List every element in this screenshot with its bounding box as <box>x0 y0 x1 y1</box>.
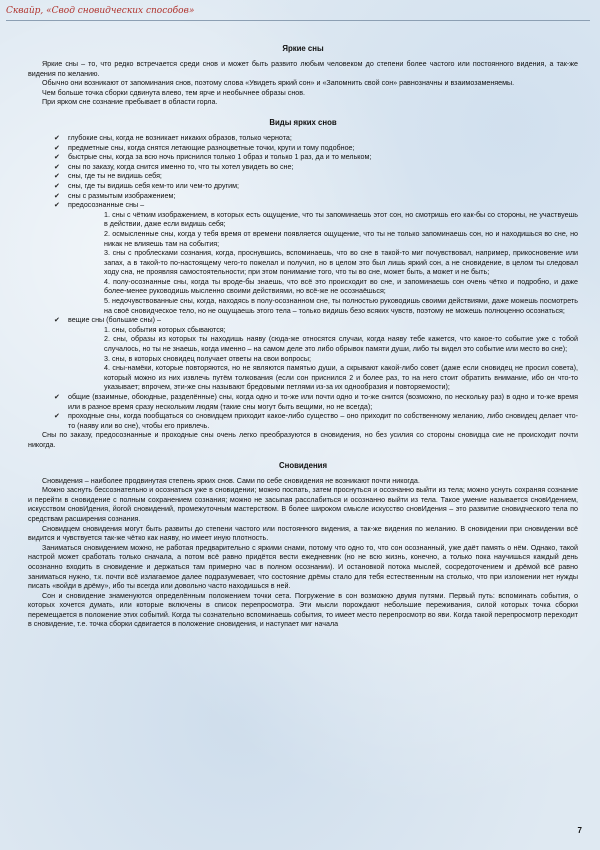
paragraph: Сновидцем сновидения могут быть развиты до степени частого или постоянного видения, а так-же видения по желанию. В сновидении при сновидении всё видится и чувствуется так-же чётко как наяву, но имеет иную плотность. <box>28 524 578 543</box>
list-item: ✔ общие (взаимные, обоюдные, разделённые) сны, когда одно и то-же или почти одно и то-же снится (возможно, по нескольку раз) в одно и то-же время или в разное время сразу нескольким людям (такие сны могут быть вещими, но не всегда); <box>54 393 578 411</box>
running-header: Сквайр, «Свод сновидческих способов» <box>6 6 195 16</box>
list-item: ✔ сны по заказу, когда снится именно то, что ты хотел увидеть во сне; <box>54 162 294 171</box>
section-title-bright-dreams: Яркие сны <box>282 44 324 53</box>
list-item: ✔ сны, где ты видишь себя кем-то или чем-то другим; <box>54 181 239 190</box>
content <box>28 44 578 630</box>
pre-lucid-sublist <box>68 211 578 317</box>
check-icon: ✔ <box>54 202 60 210</box>
list-item: ✔ сны, где ты не видишь себя; <box>54 172 162 181</box>
header-divider <box>6 20 590 21</box>
check-icon: ✔ <box>54 134 60 142</box>
paragraph: Заниматься сновидением можно, не работая предварительно с яркими снами, потому что одно то, что сон осознанный, уже даёт память о нём. Однако, такой настрой может сработать только сначала, а потом всё равно придётся вести ежедневник (но не всю жизнь, конечно, а только пока научишься каждый день осознанно входить в сновидение и держаться там примерно час в полном осознании). И остановкой потока мыслей, сосредоточением и дрёмой всё равно заниматься нужно, т.к. почти всё излагаемое далее подразумевает, что состояние дрёмы стало для тебя естественным на столько, что при изложении нет нужды писать «войди в дрёму», ибо ты всегда или довольно часто находишься в ней. <box>28 543 578 591</box>
check-icon: ✔ <box>54 317 60 325</box>
paragraph: Чем больше точка сборки сдвинута влево, тем ярче и необычнее образы снов. <box>42 88 306 97</box>
sublist-item: 3. сны с проблесками сознания, когда, проснувшись, вспоминаешь, что во сне в такой-то миг почувствовал, например, прикосновение или запах, а в такой-то по-настоящему чего-то пожелал и получил, но в целом это был лишь яркий сон, а не сновидение, в целом ты следовал ходу сна, не проявляя самостоятельности; при этом понимание того, что ты во сне, может быть, а может и не быть; <box>104 249 578 277</box>
paragraph: Обычно они возникают от запоминания снов, поэтому слова «Увидеть яркий сон» и «Запомнить свой сон» равнозначны и взаимозаменяемы. <box>42 79 515 88</box>
kinds-list <box>28 134 578 431</box>
sublist-item: 2. осмысленные сны, когда у тебя время от времени появляется ощущение, что ты не только запоминаешь сон, но и находишься во сне, но никак не влияешь там на события; <box>104 229 578 248</box>
check-icon: ✔ <box>54 394 60 401</box>
sublist-item: 5. недочувствованные сны, когда, находясь в полу-осознанном сне, ты полностью руководишь своими действиями, даже можешь посмотреть на своё сновидческое тело, но не ощущаешь этого тела – только видишь безо всяких чувств, поэтому не можешь полноценно осознаться; <box>104 297 578 315</box>
check-icon: ✔ <box>54 182 60 190</box>
list-item: ✔ предметные сны, когда снятся летающие разноцветные точки, круги и тому подобное; <box>54 143 355 152</box>
paragraph: Можно заснуть бессознательно и осознаться уже в сновидении; можно поспать, затем проснуться и осознанно выйти из тела; можно уснуть сохраняя сознание и перейти в сновидение с полным сохранением сознания; можно не засыпая расслабиться и осознанно выйти из тела. Такое умение называется сновИдением, искусством сновИдения, йогой сновидений, промежуточным мастерством. В более широком смысле искусство сновИдения – это развитие сновидческого тела по средствам расширения сознания. <box>28 486 578 523</box>
sublist-item: 1. сны, события которых сбываются; <box>104 325 226 334</box>
sublist-item: 1. сны с чётким изображением, в которых есть ощущение, что ты запоминаешь этот сон, но смотришь его как-бы со стороны, не участвуешь в действии, даже если видишь себя; <box>104 210 578 229</box>
check-icon: ✔ <box>54 154 60 162</box>
list-item: ✔ предосознанные сны – 1. сны с чётким изображением, в которых есть ощущение, что ты запоминаешь этот сон, но смотришь его как-бы со стороны, не участвуешь в действии, даже если видишь себя; 2. осмысленные сны, когда у тебя время от времени появляется ощущение, что ты не только запоминаешь сон, но и находишься во сне, но никак не влияешь там на события; 3. сны с проблесками сознания, когда, проснувшись, вспоминаешь, что во сне в такой-то миг почувствовал, например, прикосновение или запах, а в такой-то по-настоящему чего-то пожелал и получил, но в целом это был лишь яркий сон, а не сновидение, в целом ты следовал ходу сна, не проявляя самостоятельности; при этом понимание того, что ты во сне, может быть, а может и не быть; 4. полу-осознанные сны, когда ты вроде-бы знаешь, что всё это происходит во сне, и запоминаешь сон очень чётко и подробно, и даже более-менее руководишь мысленно своими действиями, но всё-же не осознаёшься; 5. недочувствованные сны, когда, находясь в полу-осознанном сне, ты полностью руководишь своими действиями, даже можешь посмотреть на своё сновидческое тело, но не ощущаешь этого тела – только видишь безо всяких чувств, поэтому не можешь полноценно осознаться; <box>54 201 578 315</box>
check-icon: ✔ <box>54 173 60 181</box>
check-icon: ✔ <box>54 192 60 200</box>
paragraph: Яркие сны – то, что редко встречается среди снов и может быть развито любым человеком до степени более частого или постоянного видения, а так-же видения по желанию. <box>28 60 578 78</box>
list-item: ✔ вещие сны (большие сны) – 1. сны, события которых сбываются; 2. сны, образы из которых ты находишь наяву (сюда-же относятся случаи, когда наяву тебе кажется, что какое-то событие уже с тобой случалось, но ты не знаешь, когда именно – на самом деле это либо обрывок памяти души, либо ты видел это событие или место во сне); 3. сны, в которых сновидец получает ответы на свои вопросы; 4. сны-намёки, которые повторяются, но не являются памятью души, а скрывают какой-либо совет (даже если сновидец не просил совета), который можно из них извлечь путём толкования (если сон приснился 2 и более раз, то на него стоит обратить внимание, ибо он что-то указывает; впрочем, эти-же сны называют бредовыми петлями из-за их однообразия и повторяемости); <box>54 316 578 392</box>
check-icon: ✔ <box>54 144 60 152</box>
page-number: 7 <box>577 826 582 835</box>
sublist-item: 4. полу-осознанные сны, когда ты вроде-бы знаешь, что всё это происходит во сне, и запоминаешь сон очень чётко и подробно, и даже более-менее руководишь мысленно своими действиями, но всё-же не осознаёшься; <box>104 277 578 296</box>
check-icon: ✔ <box>54 413 60 421</box>
list-item: ✔ быстрые сны, когда за всю ночь приснился только 1 образ и только 1 раз, да и то мельком; <box>54 153 372 162</box>
sublist-item: 2. сны, образы из которых ты находишь наяву (сюда-же относятся случаи, когда наяву тебе кажется, что какое-то событие уже с тобой случалось, но ты не знаешь, когда именно – на самом деле это либо обрывок памяти души, либо ты видел это событие или место во сне); <box>104 335 578 354</box>
section-title-dreaming: Сновидения <box>278 460 328 470</box>
paragraph: Сон и сновидение знаменуются определённым положением точки сета. Погружение в сон возможно двумя путями. Первый путь: вспоминать события, о которых хочется думать, или которые включены в список перепросмотра. Эти мысли порождают небольшие переживания, силой которых точка сборки перемещается в положение этих событий. Когда ты сознательно вспоминаешь события, то имеет место перепросмотр во яви. Когда такой перепросмотр переходит в сновидение, т.е. точка сборки сдвигается в положение сновидения, и наступает миг начала <box>28 591 578 629</box>
check-icon: ✔ <box>54 163 60 171</box>
section-title-kinds: Виды ярких снов <box>269 117 337 127</box>
list-item: ✔ сны с размытым изображением; <box>54 191 176 200</box>
list-item: ✔ проходные сны, когда пообщаться со сновидцем приходит какое-либо существо – оно приходит по собственному желанию, либо сновидец делает что-то (наяву или во сне), чтобы его привлечь. <box>54 412 578 430</box>
paragraph: Сны по заказу, предосознанные и проходные сны очень легко преобразуются в сновидения, но без усилия со стороны сновидца сие не происходит почти никогда. <box>28 431 578 449</box>
paragraph: Сновидения – наиболее продвинутая степень ярких снов. Сами по себе сновидения не возникают почти никогда. <box>42 476 420 485</box>
sublist-item: 3. сны, в которых сновидец получает ответы на свои вопросы; <box>104 354 311 363</box>
prophetic-sublist <box>68 326 578 393</box>
paragraph: При ярком сне сознание пребывает в области горла. <box>42 98 218 107</box>
list-item: ✔ глубокие сны, когда не возникает никаких образов, только чернота; <box>54 133 292 142</box>
sublist-item: 4. сны-намёки, которые повторяются, но не являются памятью души, а скрывают какой-либо совет (даже если сновидец не просил совета), который можно из них извлечь путём толкования (если сон приснился 2 и более раз, то на него стоит обратить внимание, ибо он что-то указывает; впрочем, эти-же сны называют бредовыми петлями из-за их однообразия и повторяемости); <box>104 364 578 392</box>
